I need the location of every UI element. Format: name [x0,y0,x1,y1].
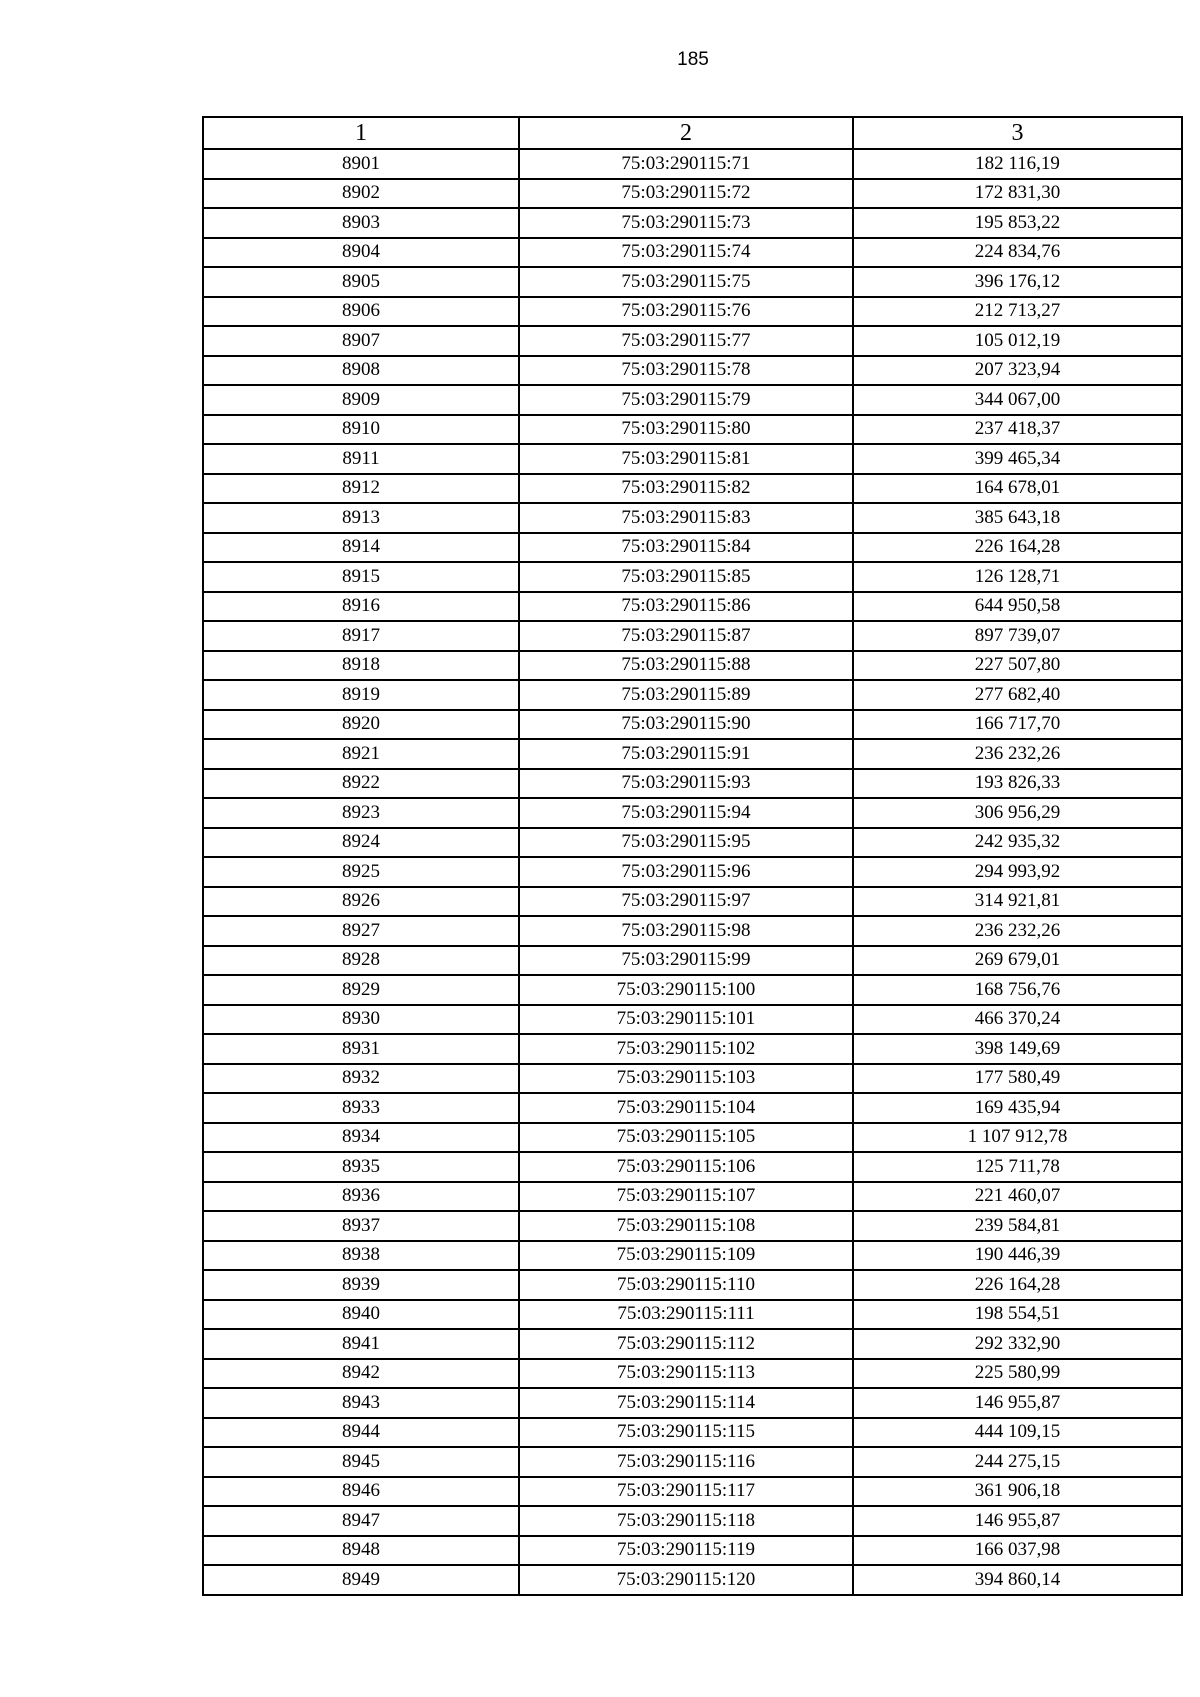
table-header-row [203,117,1182,149]
cadastral-number-cell: 75:03:290115:86 [519,592,853,622]
table-row [203,828,1182,858]
table-row [203,1270,1182,1300]
cadastral-number-cell: 75:03:290115:119 [519,1536,853,1566]
cadastral-number-cell: 75:03:290115:120 [519,1565,853,1595]
data-table [202,116,1183,1596]
column-header-2: 2 [519,117,853,149]
row-number-cell: 8909 [203,385,519,415]
row-number-cell: 8920 [203,710,519,740]
row-number-cell: 8917 [203,621,519,651]
value-cell: 1 107 912,78 [853,1123,1182,1153]
cadastral-number-cell: 75:03:290115:83 [519,503,853,533]
cadastral-number-cell: 75:03:290115:74 [519,238,853,268]
table-row [203,562,1182,592]
cadastral-number-cell: 75:03:290115:100 [519,975,853,1005]
row-number-cell: 8936 [203,1182,519,1212]
table-row [203,385,1182,415]
row-number-cell: 8947 [203,1506,519,1536]
value-cell: 226 164,28 [853,533,1182,563]
value-cell: 105 012,19 [853,326,1182,356]
table-row [203,1477,1182,1507]
table-row [203,356,1182,386]
value-cell: 172 831,30 [853,179,1182,209]
row-number-cell: 8912 [203,474,519,504]
value-cell: 344 067,00 [853,385,1182,415]
value-cell: 396 176,12 [853,267,1182,297]
cadastral-number-cell: 75:03:290115:95 [519,828,853,858]
table-row [203,1005,1182,1035]
row-number-cell: 8943 [203,1388,519,1418]
cadastral-number-cell: 75:03:290115:85 [519,562,853,592]
value-cell: 168 756,76 [853,975,1182,1005]
value-cell: 444 109,15 [853,1418,1182,1448]
cadastral-number-cell: 75:03:290115:108 [519,1211,853,1241]
value-cell: 398 149,69 [853,1034,1182,1064]
cadastral-number-cell: 75:03:290115:87 [519,621,853,651]
table-row [203,149,1182,179]
cadastral-number-cell: 75:03:290115:115 [519,1418,853,1448]
row-number-cell: 8949 [203,1565,519,1595]
row-number-cell: 8911 [203,444,519,474]
cadastral-number-cell: 75:03:290115:89 [519,680,853,710]
row-number-cell: 8937 [203,1211,519,1241]
table-row [203,179,1182,209]
cadastral-number-cell: 75:03:290115:88 [519,651,853,681]
value-cell: 146 955,87 [853,1506,1182,1536]
table-row [203,1211,1182,1241]
value-cell: 361 906,18 [853,1477,1182,1507]
value-cell: 125 711,78 [853,1152,1182,1182]
column-header-3: 3 [853,117,1182,149]
row-number-cell: 8927 [203,916,519,946]
cadastral-number-cell: 75:03:290115:76 [519,297,853,327]
value-cell: 146 955,87 [853,1388,1182,1418]
value-cell: 269 679,01 [853,946,1182,976]
table-row [203,1300,1182,1330]
cadastral-number-cell: 75:03:290115:117 [519,1477,853,1507]
row-number-cell: 8915 [203,562,519,592]
row-number-cell: 8922 [203,769,519,799]
row-number-cell: 8907 [203,326,519,356]
table-row [203,238,1182,268]
cadastral-number-cell: 75:03:290115:103 [519,1064,853,1094]
table-row [203,1359,1182,1389]
value-cell: 394 860,14 [853,1565,1182,1595]
row-number-cell: 8944 [203,1418,519,1448]
value-cell: 897 739,07 [853,621,1182,651]
table-row [203,592,1182,622]
row-number-cell: 8942 [203,1359,519,1389]
row-number-cell: 8938 [203,1241,519,1271]
table-row [203,680,1182,710]
cadastral-number-cell: 75:03:290115:94 [519,798,853,828]
value-cell: 164 678,01 [853,474,1182,504]
table-row [203,739,1182,769]
row-number-cell: 8930 [203,1005,519,1035]
value-cell: 314 921,81 [853,887,1182,917]
table-row [203,946,1182,976]
cadastral-number-cell: 75:03:290115:110 [519,1270,853,1300]
value-cell: 177 580,49 [853,1064,1182,1094]
table-row [203,1418,1182,1448]
cadastral-number-cell: 75:03:290115:73 [519,208,853,238]
value-cell: 190 446,39 [853,1241,1182,1271]
value-cell: 236 232,26 [853,916,1182,946]
value-cell: 207 323,94 [853,356,1182,386]
table-row [203,415,1182,445]
table-row [203,1064,1182,1094]
table-row [203,975,1182,1005]
cadastral-number-cell: 75:03:290115:80 [519,415,853,445]
value-cell: 225 580,99 [853,1359,1182,1389]
value-cell: 224 834,76 [853,238,1182,268]
row-number-cell: 8939 [203,1270,519,1300]
value-cell: 166 037,98 [853,1536,1182,1566]
table-row [203,916,1182,946]
cadastral-number-cell: 75:03:290115:77 [519,326,853,356]
table-row [203,1447,1182,1477]
table-row [203,533,1182,563]
value-cell: 166 717,70 [853,710,1182,740]
row-number-cell: 8924 [203,828,519,858]
row-number-cell: 8925 [203,857,519,887]
row-number-cell: 8923 [203,798,519,828]
value-cell: 212 713,27 [853,297,1182,327]
table-row [203,1034,1182,1064]
value-cell: 195 853,22 [853,208,1182,238]
row-number-cell: 8903 [203,208,519,238]
row-number-cell: 8921 [203,739,519,769]
cadastral-number-cell: 75:03:290115:101 [519,1005,853,1035]
table-row [203,1565,1182,1595]
cadastral-number-cell: 75:03:290115:71 [519,149,853,179]
row-number-cell: 8910 [203,415,519,445]
table-row [203,1123,1182,1153]
cadastral-number-cell: 75:03:290115:112 [519,1329,853,1359]
cadastral-number-cell: 75:03:290115:79 [519,385,853,415]
row-number-cell: 8934 [203,1123,519,1153]
cadastral-number-cell: 75:03:290115:96 [519,857,853,887]
value-cell: 242 935,32 [853,828,1182,858]
value-cell: 239 584,81 [853,1211,1182,1241]
value-cell: 244 275,15 [853,1447,1182,1477]
cadastral-number-cell: 75:03:290115:81 [519,444,853,474]
cadastral-number-cell: 75:03:290115:111 [519,1300,853,1330]
cadastral-number-cell: 75:03:290115:97 [519,887,853,917]
value-cell: 306 956,29 [853,798,1182,828]
row-number-cell: 8918 [203,651,519,681]
table-row [203,1536,1182,1566]
table-row [203,444,1182,474]
cadastral-number-cell: 75:03:290115:82 [519,474,853,504]
value-cell: 198 554,51 [853,1300,1182,1330]
cadastral-number-cell: 75:03:290115:93 [519,769,853,799]
cadastral-number-cell: 75:03:290115:118 [519,1506,853,1536]
table-row [203,1241,1182,1271]
value-cell: 126 128,71 [853,562,1182,592]
value-cell: 193 826,33 [853,769,1182,799]
table-row [203,1506,1182,1536]
value-cell: 236 232,26 [853,739,1182,769]
row-number-cell: 8913 [203,503,519,533]
row-number-cell: 8935 [203,1152,519,1182]
table-row [203,208,1182,238]
row-number-cell: 8906 [203,297,519,327]
cadastral-number-cell: 75:03:290115:78 [519,356,853,386]
table-row [203,1093,1182,1123]
row-number-cell: 8928 [203,946,519,976]
table-row [203,267,1182,297]
value-cell: 227 507,80 [853,651,1182,681]
value-cell: 182 116,19 [853,149,1182,179]
cadastral-number-cell: 75:03:290115:99 [519,946,853,976]
row-number-cell: 8916 [203,592,519,622]
row-number-cell: 8941 [203,1329,519,1359]
value-cell: 221 460,07 [853,1182,1182,1212]
cadastral-number-cell: 75:03:290115:91 [519,739,853,769]
cadastral-number-cell: 75:03:290115:109 [519,1241,853,1271]
table-row [203,503,1182,533]
value-cell: 292 332,90 [853,1329,1182,1359]
row-number-cell: 8905 [203,267,519,297]
value-cell: 466 370,24 [853,1005,1182,1035]
row-number-cell: 8931 [203,1034,519,1064]
cadastral-number-cell: 75:03:290115:107 [519,1182,853,1212]
row-number-cell: 8902 [203,179,519,209]
table-row [203,651,1182,681]
row-number-cell: 8914 [203,533,519,563]
row-number-cell: 8904 [203,238,519,268]
value-cell: 237 418,37 [853,415,1182,445]
row-number-cell: 8929 [203,975,519,1005]
table-row [203,1182,1182,1212]
value-cell: 385 643,18 [853,503,1182,533]
value-cell: 399 465,34 [853,444,1182,474]
row-number-cell: 8901 [203,149,519,179]
cadastral-number-cell: 75:03:290115:102 [519,1034,853,1064]
cadastral-number-cell: 75:03:290115:84 [519,533,853,563]
row-number-cell: 8926 [203,887,519,917]
row-number-cell: 8940 [203,1300,519,1330]
value-cell: 277 682,40 [853,680,1182,710]
column-header-1: 1 [203,117,519,149]
row-number-cell: 8945 [203,1447,519,1477]
cadastral-number-cell: 75:03:290115:114 [519,1388,853,1418]
cadastral-number-cell: 75:03:290115:72 [519,179,853,209]
table-row [203,769,1182,799]
table-row [203,857,1182,887]
value-cell: 644 950,58 [853,592,1182,622]
cadastral-number-cell: 75:03:290115:75 [519,267,853,297]
cadastral-number-cell: 75:03:290115:105 [519,1123,853,1153]
table-row [203,798,1182,828]
page-number: 185 [677,49,709,70]
cadastral-number-cell: 75:03:290115:106 [519,1152,853,1182]
table-row [203,474,1182,504]
row-number-cell: 8919 [203,680,519,710]
row-number-cell: 8948 [203,1536,519,1566]
cadastral-number-cell: 75:03:290115:98 [519,916,853,946]
row-number-cell: 8908 [203,356,519,386]
table-row [203,887,1182,917]
cadastral-number-cell: 75:03:290115:116 [519,1447,853,1477]
table-row [203,1152,1182,1182]
cadastral-number-cell: 75:03:290115:104 [519,1093,853,1123]
row-number-cell: 8933 [203,1093,519,1123]
row-number-cell: 8932 [203,1064,519,1094]
table-row [203,621,1182,651]
table-row [203,1388,1182,1418]
cadastral-number-cell: 75:03:290115:113 [519,1359,853,1389]
row-number-cell: 8946 [203,1477,519,1507]
cadastral-number-cell: 75:03:290115:90 [519,710,853,740]
table-row [203,326,1182,356]
value-cell: 294 993,92 [853,857,1182,887]
table-row [203,1329,1182,1359]
table-row [203,297,1182,327]
value-cell: 169 435,94 [853,1093,1182,1123]
table-body [203,149,1182,1595]
table-row [203,710,1182,740]
value-cell: 226 164,28 [853,1270,1182,1300]
